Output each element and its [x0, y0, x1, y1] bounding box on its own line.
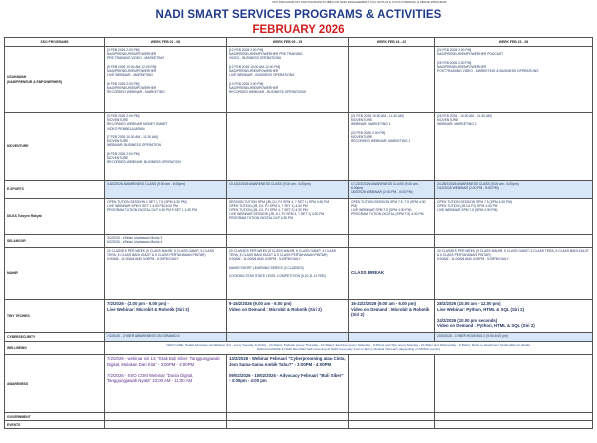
header-programs: SSO PROGRAMS — [5, 38, 105, 47]
program-selangor: SELANGOR — [5, 234, 105, 247]
page-month: FEBRUARY 2026 — [252, 24, 345, 36]
header-week-1: WEEK FEB 01 - 08 — [105, 38, 227, 47]
program-events: EVENTS — [5, 421, 105, 429]
row-tiny-techies — [5, 300, 593, 333]
row-events — [5, 421, 593, 429]
tiny-techies-week-3: 16-22/2/2026 (9.00 am - 6.00 pm) Video on Demand : Microbit & Robotik (Siri 2) — [351, 301, 430, 318]
program-awareness: AWARENESS — [5, 355, 105, 413]
mahir-week-2: 20 CLASSES PER WEEK (5 CLASS MAHIR, 5 CLASS GAMIT, 4 CLASS TERA, 5 CLASS BANI IGAJIT & 5 CLASS PERTAHANAN PINTAR) 9:00AM - 11:00AM AND 3:00PM - 5:00PM DAILY MAHIR SHORT LEARNING SERIES (3 CLASSES) COOKING STAR STATE LEVEL COMPETITION (9,10,11,12 FEB) — [229, 249, 337, 279]
awareness-week-1: 7/2/2026 - webinar siri 14, "Etak Buli Siber: Tanggungjawab Digital, Mulakan Dari Kita" - 3:00PM - 4:00PM 7/2/2026 - SSO COM Webinar "Dunia Digital, Tanggungjawab Nyata" 10:00 AM - 11:00 AM — [107, 356, 220, 384]
schedule-table — [4, 37, 593, 429]
program-government: GOVERNMENT — [5, 413, 105, 421]
cybersecurity-week-1: 7/2/2026 - CYBER AWARENESS ON DEMAND 5 — [107, 333, 180, 338]
tiny-techies-week-1: 7/2/2026 - (2.00 pm - 5.00 pm) - Live Webinar: Microbit & Robotik (Siri 2) — [107, 301, 190, 312]
row-government — [5, 413, 593, 421]
tiny-techies-week-2: 9-15/2/2026 (9.00 am - 6.00 pm) Video on Demand : Microbit & Robotik (Siri 2) — [229, 301, 322, 312]
events-week-4 — [435, 421, 593, 429]
row-usahawan — [5, 47, 593, 113]
header-row — [5, 38, 593, 47]
dilea-week-4: OPEN TUTION SESSION SPM 7.5 (SPM 4:30 PM) OPEN TUTION (JB DJ PJ) SPM 4:30 PM LIVE WEBINAR SPM 7.5 (SPM 4:30 PM) — [437, 199, 513, 213]
dilea-week-1: OPEN TUTION SESSION 1 SET 1 7.5 (SPM 4:30 PM) LIVE WEBINAR SPM 9 SET 1 4:30 PM-6:00 PM PROGRAM TUTION DIGITAL DLP 4:30 PM 9 SET 1 4.30 PM — [107, 199, 197, 213]
esports-week-2: 10-15/2/2026 AWARENESS CLASS (9.00 am - 6.00pm) — [229, 182, 311, 186]
government-week-1 — [105, 413, 227, 421]
awareness-week-2: 13/2/2026 - Webinar Februari "Cyberprooming atau Cinta, Jom Sama-Sama Ambik Tahu?" - 3:00PM - 4:00PM 09/02/2026 - 10/02/2026 - Advocacy Februari "Buli Siber" - 3:00pm - 4:00 pm — [229, 356, 346, 384]
row-mahir — [5, 248, 593, 300]
kidventure-week-1: [3 FEB 2026 2:00 PM] KIDVENTURE RECORDED WEBINAR MONEY SMART VIDEO PEMBELAJARAN [7 FEB 2026 10:30 AM - 11:30 AM] KIDVENTURE WEBINAR: BUSINESS OPERATION [8 FEB 2026 2:00 PM] KIDVENTURE RECORDED WEBINAR: BUSINESS OPERATION — [107, 114, 181, 165]
events-week-1 — [105, 421, 227, 429]
header-week-4: WEEK FEB 23 - 28 — [435, 38, 593, 47]
program-usahawan: USAHAWAN (NADIPRENEUR & EMPOWERHER) — [5, 47, 105, 113]
program-tiny-techies: TINY TECHIES — [5, 300, 105, 333]
events-week-3 — [349, 421, 435, 429]
usahawan-week-2: [10 FEB 2026 2:00 PM] NADIPRENEUR/EMPOWERHER PRE TRAINING VIDEO - BUSINESS OPERATIONS [12 FEB 2026 10:00 AM-12:00 PM] NADIPRENEUR/EMPOWERHER LIVE WEBINAR - BUSINESS OPERATIONS [13 FEB 2026 2:00 PM] NADIPRENEUR/EMPOWERHER RECORDED WEBINAR - BUSINESS OPERATIONS — [229, 48, 307, 95]
esports-week-3: 17-22/2/2026 AWARENESS CLASS (9.00 am - 6.00pm) 18/2/2026 WEBINAR (2:00 PM - 5:00 PM) — [351, 182, 420, 195]
program-kidventure: KIDVENTURE — [5, 113, 105, 181]
usahawan-week-4: [24 FEB 2026 2:00 PM] NADIPRENEUR/EMPOWERHER PODCAST [26 FEB 2026 2:00 PM] NADIPRENEUR/EMPOWERHER POSTTRAINING VIDEO - MARKETING & BUSINESS OPERATIONS — [437, 48, 539, 74]
program-esports: E-SPORTS — [5, 181, 105, 199]
government-week-3 — [349, 413, 435, 421]
events-week-2 — [227, 421, 349, 429]
government-week-2 — [227, 413, 349, 421]
mahir-week-1: 20 CLASSES PER WEEK (5 CLASS MAHIR, 5 CLASS GAMIT, 5 CLASS TERA, 5 CLASS BANI IGAJIT & 5 CLASS PERTAHANAN PINTAR) 9:00AM - 11:00AM AND 3:00PM - 5:00PM DAILY — [107, 249, 215, 262]
kidventure-week-4: [28 FEB 2026 - 10:30 AM - 11:30 AM] KIDVENTURE WEBINAR: MARKETING 2 — [437, 114, 492, 127]
page-title: NADI SMART SERVICES PROGRAMS & ACTIVITIES — [155, 9, 442, 21]
top-note: XXX PROGRAM KPI PHOTOGRAPH'S NBE FOR NADI ENGAGEMENT CCC NOTH 8 & 0 CCS INTERNAL & ABOVE PROGRAM — [272, 0, 447, 4]
row-wellbeing — [5, 342, 593, 355]
row-cybersecurity — [5, 332, 593, 341]
government-week-4 — [435, 413, 593, 421]
header-week-3: WEEK FEB 16 - 22 — [349, 38, 435, 47]
esports-week-4: 24-28/2/2026 AWARENESS CLASS (9.00 am - 6.00pm) 24/2/2026 WEBINAR (2:00 PM - 5:00 PM) — [437, 182, 519, 191]
mahir-week-4: 20 CLASSES PER WEEK (5 CLASS MAHIR, 5 CLASS GAMIT, 5 CLASS TERA, 5 CLASS BANI IGAJIT & 5 CLASS PERTAHANAN PINTAR) 9:00AM - 11:00AM AND 3:00PM - 5:00PM DAILY — [437, 249, 589, 262]
wellbeing-all-weeks: NADI CARE: Health Advocacy via Webinar (1st - every Tuesday & Friday - 10.30am), Podcast (every Thursday - 10.30am), Exercise (every Saturday - 9.30am) and Tips (every Monday - 10.30am and Wednesday - 9.30am). Refer to attachment Studio Elite for details. NADI FloorMATE & NADI MenuSari Self-screening at NADI (everyday 9 am to 6pm), Medical Outreach (depending on MCMC events) — [105, 342, 593, 355]
dilea-week-2: SESSION TUTION SPM (JB, DJ, PJ SPM 4, 7 SET 1) SPM 4:30 PM OPEN TUTION (JB, DJ, PJ SPM 4, 7 SET 1) 4:30 PM OPEN TUTION (JB, DJ, PJ SPM 4, 7 SET 2) 4:30 PM LIVE WEBINAR SESSION (JB, DJ, PJ SPM 4, 7 SET 1) 4:30 PM PROGRAM TUTION DIGITAL DLP 4:30 PM — [229, 199, 330, 221]
program-dilea: DiLEA Tuisyen Rakyat — [5, 198, 105, 234]
row-selangor — [5, 234, 593, 247]
kidventure-week-3: [21 FEB 2026 10:30 AM - 11:30 AM] KIDVENTURE WEBINAR: MARKETING 1 [22 FEB 2026 2:00 PM] KIDVENTURE RECORDED WEBINAR: MARKETING 1 — [351, 114, 411, 144]
usahawan-week-1: [3 FEB 2026 2:00 PM] NADIPRENEUR/EMPOWERHER PRE TRAINING VIDEO - MARKETING [5 FEB 2026 10:00 AM-12:00 PM] NADIPRENEUR/EMPOWERHER LIVE WEBINAR - MARKETING [6 FEB 2026 2:00 PM] NADIPRENEUR/EMPOWERHER RECORDED WEBINAR - MARKETING — [107, 48, 165, 95]
selangor-week-1: 3/2/2026 - eSelan Usahawan Modul 3 5/2/2026 - eSelan Usahawan Modul 4 — [107, 235, 163, 244]
mahir-week-3: CLASS BREAK — [349, 248, 435, 300]
dilea-week-3: OPEN TUTION SESSION SPM 7.5, 7.9 (SPM 4:30 PM) LIVE WEBINAR SPM 7.5 (SPM 4:30 PM) PROGRAM TUTION DIGITAL (SPM 7.5) 4:30 PM — [351, 199, 426, 217]
program-wellbeing: WELLBEING — [5, 342, 105, 355]
esports-week-1: 3-8/2/2026 AWARENESS CLASS (9.00 am - 6.00pm) — [107, 182, 185, 186]
header-week-2: WEEK FEB 09 - 15 — [227, 38, 349, 47]
cybersecurity-week-4: 20/2/2026 - CYBER HOOKING 2 (9:00-6:00 pm) — [437, 333, 508, 338]
row-esports — [5, 181, 593, 199]
row-dilea — [5, 198, 593, 234]
row-kidventure — [5, 113, 593, 181]
program-mahir: MAHIR — [5, 248, 105, 300]
tiny-techies-week-4: 28/2/2026 (10.00 am - 12.00 pm) Live Webinar: Python, HTML & SQL (Siri 2) 24/2/2026 (10.00 pm seconds) Video on Demand : Python, HTML & SQL (Siri 2) — [437, 301, 535, 329]
program-cybersecurity: CYBERSECURITY — [5, 332, 105, 341]
row-awareness — [5, 355, 593, 413]
